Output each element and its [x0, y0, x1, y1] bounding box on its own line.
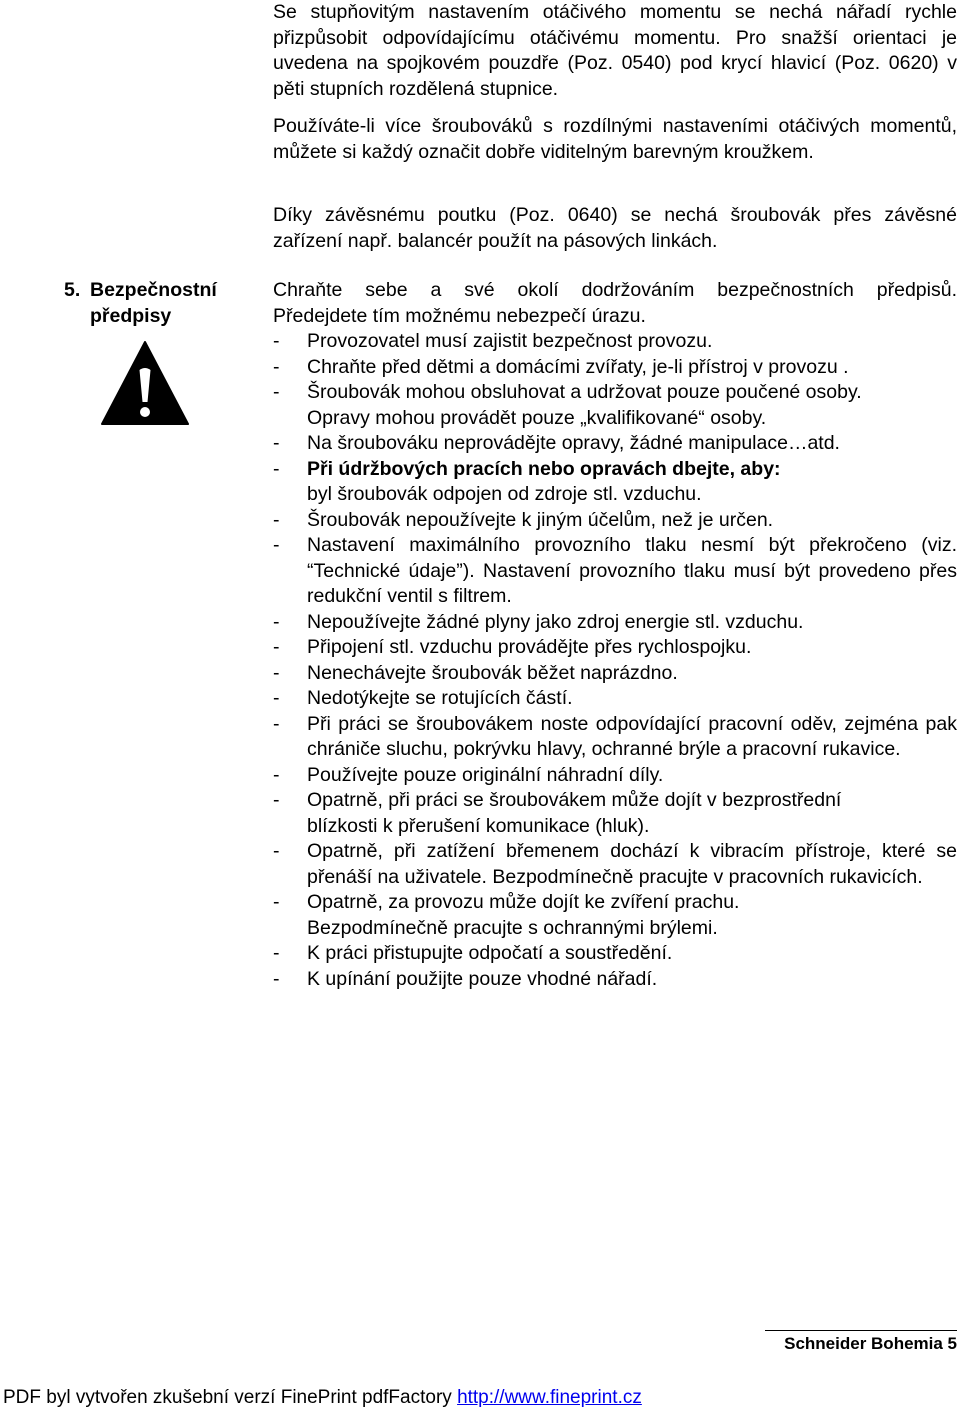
intro-line-1: Chraňte sebe a své okolí dodržováním bezpečnostních předpisů. — [273, 279, 957, 301]
section-intro — [273, 278, 957, 329]
list-item — [273, 763, 957, 789]
list-item-text — [307, 431, 957, 457]
list-item — [273, 967, 957, 993]
list-item — [273, 610, 957, 636]
list-item-text — [307, 941, 957, 967]
list-item-line: byl šroubovák odpojen od zdroje stl. vzduchu. — [307, 483, 702, 505]
list-item — [273, 941, 957, 967]
list-dash: - — [273, 687, 280, 709]
list-item — [273, 686, 957, 712]
list-item-line: Nepoužívejte žádné plyny jako zdroj energie stl. vzduchu. — [307, 610, 804, 633]
list-item-line: K upínání použijte pouze vhodné nářadí. — [307, 967, 658, 990]
list-item-line: blízkosti k přerušení komunikace (hluk). — [307, 814, 650, 837]
list-dash: - — [273, 661, 280, 684]
safety-rules-list — [273, 329, 957, 992]
list-item-text — [307, 788, 957, 839]
list-item-line: K práci přistupujte odpočatí a soustředění. — [307, 942, 673, 964]
list-item — [273, 457, 957, 508]
list-item-line: Bezpodmínečně pracujte s ochrannými brýlemi. — [307, 916, 718, 939]
list-dash: - — [273, 330, 280, 352]
section-heading — [64, 278, 264, 329]
list-item-text — [307, 712, 957, 763]
section-title-line1: Bezpečnostní — [90, 279, 217, 301]
list-dash: - — [273, 457, 280, 480]
list-item-line: Na šroubováku neprovádějte opravy, žádné manipulace…atd. — [307, 432, 840, 454]
list-dash: - — [273, 508, 280, 531]
list-item — [273, 380, 957, 431]
list-item-text — [307, 839, 957, 890]
pdf-footer — [3, 1387, 642, 1409]
list-dash: - — [273, 763, 280, 786]
list-dash: - — [273, 942, 280, 964]
warning-triangle-icon — [100, 340, 190, 426]
list-item-text — [307, 967, 957, 993]
list-dash: - — [273, 967, 280, 990]
section-title-line2: předpisy — [90, 304, 172, 327]
list-dash: - — [273, 840, 280, 862]
paragraph-hanging-loop: Díky závěsnému poutku (Poz. 0640) se nechá šroubovák přes závěsné zařízení např. balancér použít na pásových linkách. — [273, 204, 957, 252]
list-dash: - — [273, 534, 280, 556]
pdf-footer-note: PDF byl vytvořen zkušební verzí FinePrint pdfFactory — [3, 1387, 452, 1408]
list-item-text — [307, 686, 957, 712]
list-item-line: Nedotýkejte se rotujících částí. — [307, 687, 573, 709]
list-item-line: Při práci se šroubovákem noste odpovídající pracovní oděv, zejména pak chrániče sluchu, pokrývku hlavy, ochranné brýle a pracovní rukavice. — [307, 712, 957, 760]
list-item — [273, 635, 957, 661]
list-item — [273, 890, 957, 941]
list-item — [273, 661, 957, 687]
list-item — [273, 431, 957, 457]
list-item-line: Nenechávejte šroubovák běžet naprázdno. — [307, 661, 678, 684]
paragraph-torque-scale: Se stupňovitým nastavením otáčivého momentu se nechá nářadí rychle přizpůsobit odpovídajícímu otáčivému momentu. Pro snažší orientaci je uvedena na spojkovém pouzdře (Poz. 0540) pod krycí hlavicí (Poz. 0620) v pěti stupních rozdělená stupnice. — [273, 1, 957, 100]
list-item-line: Opravy mohou provádět pouze „kvalifikované“ osoby. — [307, 406, 767, 429]
list-item — [273, 533, 957, 610]
list-item-line: Opatrně, při zatížení břemenem dochází k vibracím přístroje, které se přenáší na uživatele. Bezpodmínečně pracujte v pracovních rukavicích. — [307, 840, 957, 888]
list-dash: - — [273, 712, 280, 735]
list-item-text — [307, 508, 957, 534]
list-dash: - — [273, 636, 280, 658]
pdf-footer-link[interactable]: http://www.fineprint.cz — [457, 1387, 642, 1408]
list-item — [273, 839, 957, 890]
list-item-text — [307, 533, 957, 610]
list-dash: - — [273, 789, 280, 811]
list-item-line: Chraňte před dětmi a domácími zvířaty, je-li přístroj v provozu . — [307, 355, 849, 378]
list-dash: - — [273, 891, 280, 913]
list-item — [273, 329, 957, 355]
list-dash: - — [273, 355, 280, 378]
list-item-line: Šroubovák nepoužívejte k jiným účelům, než je určen. — [307, 508, 774, 531]
list-item-text — [307, 890, 957, 941]
list-item-line: Provozovatel musí zajistit bezpečnost provozu. — [307, 330, 713, 352]
list-item-line: Opatrně, za provozu může dojít ke zvíření prachu. — [307, 891, 740, 913]
list-item-line: Nastavení maximálního provozního tlaku nesmí být překročeno (viz. “Technické údaje”). Nastavení provozního tlaku musí být provedeno přes redukční ventil s filtrem. — [307, 534, 957, 607]
list-item-text — [307, 610, 957, 636]
list-item-text — [307, 329, 957, 355]
list-item-text — [307, 380, 957, 431]
list-dash: - — [273, 381, 280, 403]
footer-brand: Schneider Bohemia 5 — [765, 1330, 957, 1354]
intro-line-2: Předejdete tím možnému nebezpečí úrazu. — [273, 304, 646, 327]
list-dash: - — [273, 610, 280, 633]
list-item-line: Při údržbových pracích nebo opravách dbejte, aby: — [307, 457, 781, 480]
list-item-text — [307, 457, 957, 508]
list-item-line: Připojení stl. vzduchu provádějte přes rychlospojku. — [307, 636, 752, 658]
section-number: 5. — [64, 279, 81, 301]
list-item-line: Opatrně, při práci se šroubovákem může dojít v bezprostřední — [307, 789, 842, 811]
list-item-text — [307, 635, 957, 661]
list-item-text — [307, 763, 957, 789]
list-item-line: Šroubovák mohou obsluhovat a udržovat pouze poučené osoby. — [307, 381, 862, 403]
list-item — [273, 712, 957, 763]
list-item-text — [307, 355, 957, 381]
list-item — [273, 508, 957, 534]
list-item-text — [307, 661, 957, 687]
list-item — [273, 355, 957, 381]
paragraph-color-rings: Používáte-li více šroubováků s rozdílnými nastaveními otáčivých momentů, můžete si každý označit dobře viditelným barevným kroužkem. — [273, 115, 957, 163]
list-dash: - — [273, 432, 280, 454]
list-item-line: Používejte pouze originální náhradní díly. — [307, 763, 664, 786]
list-item — [273, 788, 957, 839]
